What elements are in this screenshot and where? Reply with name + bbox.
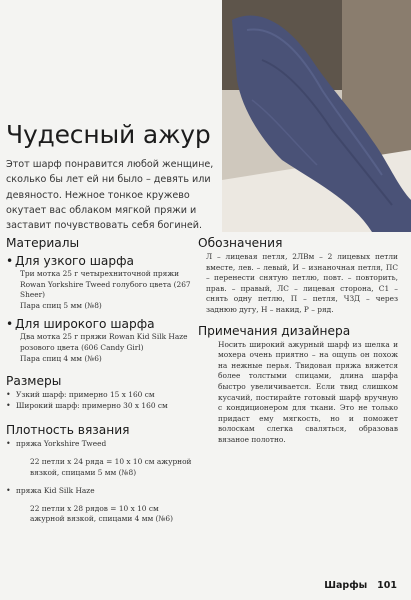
scarf-illustration	[222, 0, 411, 232]
narrow-scarf-heading: • Для узкого шарфа	[6, 254, 135, 268]
intro-text: Этот шарф понравится любой женщине, сколько бы лет ей ни было – девять или девяносто. Нежное тонкое кружево окутает вас облаком мягкой пряжи и заставит почувствовать себя богиней.	[6, 159, 214, 232]
gauge-text: 22 петли х 24 ряда = 10 х 10 см ажурной вязкой, спицами 5 мм (№8)	[30, 457, 192, 477]
bullet-icon: •	[6, 254, 14, 268]
wide-scarf-heading: • Для широкого шарфа	[6, 317, 155, 332]
designer-note-heading: Примечания дизайнера	[198, 323, 351, 338]
designer-note-text: Носить широкий ажурный шарф из шелка и мохера очень приятно – на ощупь он похож на нежные перья. Твидовая пряжа вяжется более толстыми спицами, длина шарфа быстро увеличивается. Если твид слишком кусачий, постирайте готовый шарф вручную с кондиционером для ткани. Это не только придаст ему мягкость, но и поможет волоскам слегка сваляться, образовав вязаное полотно.	[218, 339, 398, 444]
footer-section: Шарфы	[324, 580, 368, 591]
right-column	[198, 236, 398, 446]
wide-scarf-yarn: Два мотка 25 г пряжи Rowan Kid Silk Haze розового цвета (606 Candy Girl)	[20, 332, 188, 352]
scarf-photo	[222, 0, 411, 232]
page-number: 101	[377, 580, 397, 591]
size-item: • Узкий шарф: примерно 15 х 160 см	[6, 390, 155, 400]
narrow-scarf-yarn: Три мотка 25 г четырехниточной пряжи Rowan Yorkshire Tweed голубого цвета (267 Sheer)	[20, 269, 191, 300]
gauge-label: • пряжа Kid Silk Haze	[6, 485, 95, 495]
size-item: • Широкий шарф: примерно 30 х 160 см	[6, 400, 168, 410]
page-footer	[324, 580, 397, 591]
legend-heading: Обозначения	[198, 236, 283, 250]
left-column	[6, 236, 192, 532]
legend-text: Л – лицевая петля, 2ЛВм – 2 лицевых петли вместе, лев. – левый, И – изнаночная петля, ПС – перенести снятую петлю, повт. – повторить, прав. – правый, ЛС – лицевая сторона, С1 – снять одну петлю, П – петля, ЧЗД – через заднюю дугу, Н – накид, Р – ряд.	[206, 252, 398, 314]
materials-heading: Материалы	[6, 236, 80, 250]
narrow-scarf-needles: Пара спиц 5 мм (№8)	[20, 300, 102, 310]
sizes-heading: Размеры	[6, 374, 62, 389]
gauge-heading: Плотность вязания	[6, 423, 130, 438]
gauge-label: • пряжа Yorkshire Tweed	[6, 439, 107, 449]
wide-scarf-needles: Пара спиц 4 мм (№6)	[20, 353, 102, 363]
page-title: Чудесный ажур	[6, 120, 211, 149]
gauge-text: 22 петли х 28 рядов = 10 х 10 см ажурной вязкой, спицами 4 мм (№6)	[30, 503, 174, 524]
bullet-icon: •	[6, 317, 14, 332]
